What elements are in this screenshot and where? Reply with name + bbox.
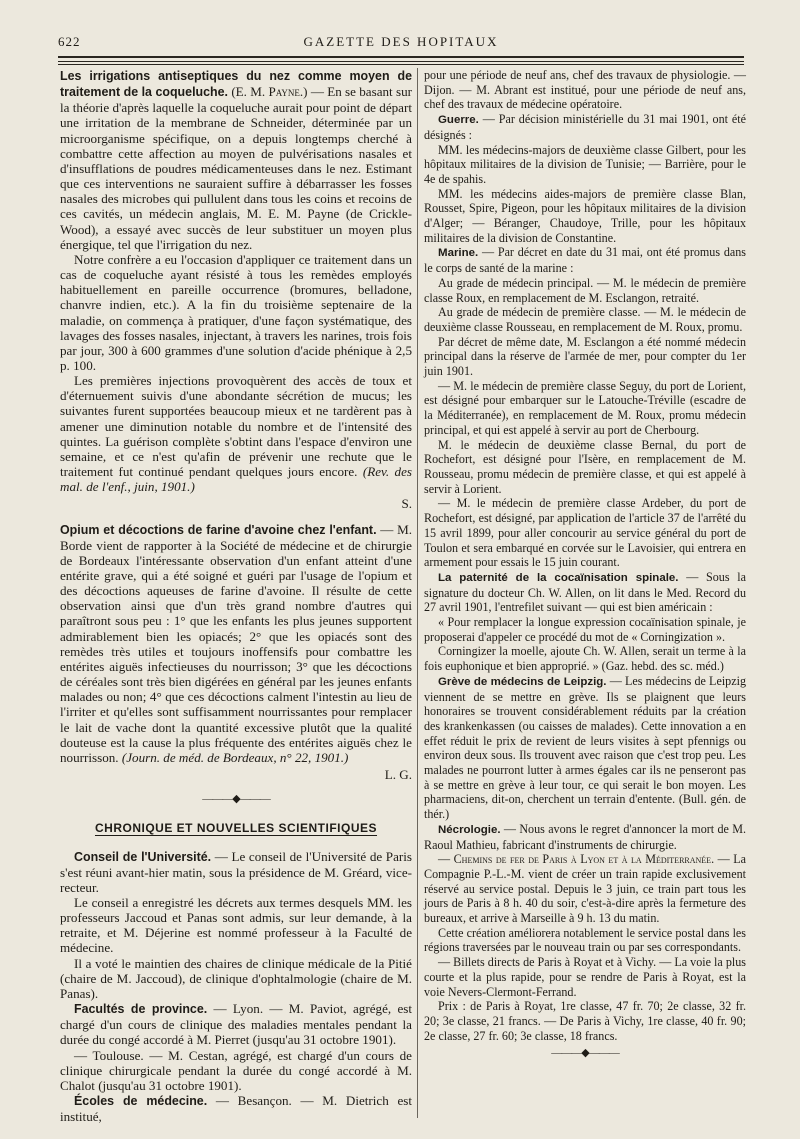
item-chemins (424, 852, 746, 926)
article-opium-lead (60, 522, 412, 766)
item-guerre (424, 112, 746, 142)
item-title: Grève de médecins de Leipzig. (438, 675, 607, 688)
article-text: — M. Borde vient de rapporter à la Société de médecine et de chirurgie de Bordeaux l'intéressante observation d'un enfant atteint d'une entérite grave, qui a été soigné et guéri par l'usage de l'opium et des décoctions aqueuses de farine d'avoine. Il résulte de cette observation ainsi que d'un très grand nombre d'autres qui paraîtront sous peu : 1° que les enfants les plus jeunes supportent admirablement bien les opiacés; 2° que les opiacés sont des remèdes très utiles et toujours inoffensifs pour combattre les entérites aiguës infectieuses du nourrisson; 3° que les décoctions de céréales sont très bien digérées en général par les jeunes enfants malades ou non; 4° que ces décoctions calment l'intestin au lieu de l'irriter et qu'elles sont suffisamment nourrissantes pour remplacer le lait de vache dont la quantité excessive plutôt que la qualité douteuse est la cause la plus fréquente des entérites aiguës chez le nourrisson. (60, 521, 412, 765)
paragraph: Corningizer la moelle, ajoute Ch. W. Allen, serait un terme à la fois euphonique et bien approprié. » (Gaz. hebd. des sc. méd.) (424, 644, 746, 674)
item-title: Guerre. (438, 114, 479, 127)
paragraph-continuation: pour une période de neuf ans, chef des travaux de physiologie. — Dijon. — M. Abrant est institué, pour une période de neuf ans, chef des travaux de médecine opératoire. (424, 68, 746, 112)
item-conseil (60, 849, 412, 895)
right-column (424, 68, 746, 1075)
paragraph: Au grade de médecin principal. — M. le médecin de première classe Roux, en remplacement de M. Esclangon, retraité. (424, 275, 746, 305)
paragraph: — Billets directs de Paris à Royat et à Vichy. — La voie la plus courte et la plus rapide, pour se rendre de Paris à Royat, est la voie Nevers-Clermont-Ferrand. (424, 955, 746, 999)
item-greve (424, 674, 746, 822)
header-double-rule (58, 56, 744, 62)
left-column (60, 68, 412, 1124)
item-title: La paternité de la cocaïnisation spinale. (438, 571, 679, 584)
paragraph: — M. le médecin de première classe Ardeber, du port de Rochefort, est désigné, par application de l'article 37 de l'arrêté du 15 avril 1899, pour aller concourir au service général du port de Toulon et sera embarqué en corvée sur le Lavoisier, qui entrera en armement pour essais le 15 juin courant. (424, 496, 746, 570)
item-facultes (60, 1001, 412, 1047)
header-rule (58, 64, 744, 65)
item-marine (424, 245, 746, 275)
paragraph: Il a voté le maintien des chaires de clinique médicale de la Pitié (chaire de M. Jaccoud), de clinique d'ophtalmologie (chaire de M. Panas). (60, 955, 412, 1001)
item-title: Nécrologie. (438, 823, 501, 836)
signature: L. G. (384, 767, 412, 783)
section-heading-chronique: CHRONIQUE ET NOUVELLES SCIENTIFIQUES (94, 821, 378, 836)
article-text: — En se basant sur la théorie d'après laquelle la coqueluche aurait pour point de départ une irritation de la membrane de Schneider, déterminée par un microorganisme spécifique, on a depuis longtemps cherché à combattre cette affection au moyen de pulvérisations nasales et d'insufflations de poudres médicamenteuses dans le nez. Estimant que ces interventions ne sauraient suffire à débarrasser les fosses nasales des microbes qui pullulent dans tous les coins et recoins de ces cavités, un médecin anglais, M. E. M. Payne (de Crickle-Wood), a essayé avec succès de leur substituer un moyen plus énergique, tel que l'irrigation du nez. (60, 84, 412, 252)
item-title: — Chemins de fer de Paris à Lyon et à la Méditerranée. (438, 852, 715, 867)
journal-title: GAZETTE DES HOPITAUX (303, 34, 499, 49)
paragraph: — Toulouse. — M. Cestan, agrégé, est chargé d'un cours de clinique chirurgicale pendant la durée du congé accordé à M. Chalot (jusqu'au 31 octobre 1901). (60, 1047, 412, 1093)
paragraph: Notre confrère a eu l'occasion d'appliquer ce traitement dans un cas de coqueluche ayant résisté à tous les remèdes employés habituellement en pareille occurrence (bromures, belladone, chanvre indien, etc.). A la fin du troisième septenaire de la maladie, on commença à pratiquer, d'une façon systématique, des lavages des fosses nasales, injectant, à travers les narines, trois fois par jour, 300 à 600 grammes d'une solution d'acide phénique à 2,5 p. 100. (60, 251, 412, 373)
paragraph: Le conseil a enregistré les décrets aux termes desquels MM. les professeurs Jaccoud et Panas sont admis, sur leur demande, à la retraite, et M. Déjerine est nommé professeur à la Faculté de médecine. (60, 894, 412, 956)
item-text: — Par décret en date du 31 mai, ont été promus dans le corps de santé de la marine : (424, 245, 746, 276)
item-text: — Sous la signature du docteur Ch. W. Allen, on lit dans le Med. Record du 27 avril 1901, l'entrefilet suivant — qui est bien américain : (424, 569, 746, 615)
paragraph (60, 373, 412, 494)
separator-ornament: ———◆——— (551, 1047, 619, 1060)
item-text: — Lyon. — M. Paviot, agrégé, est chargé d'un cours de clinique des maladies mentales pendant la durée du congé accordé à M. Pierret (jusqu'au 31 octobre 1901). (60, 1001, 412, 1048)
paragraph: Par décret de même date, M. Esclangon a été nommé médecin principal dans la réserve de l'armée de mer, pour compter du 1er juin 1901. (424, 334, 746, 379)
item-title: Marine. (438, 247, 479, 260)
item-title: Facultés de province. (74, 1002, 208, 1017)
column-divider (417, 68, 418, 1118)
article-irrigations-lead (60, 68, 412, 252)
item-ecoles (60, 1093, 412, 1124)
item-text: — Le conseil de l'Université de Paris s'est réuni avant-hier matin, sous la présidence de M. Gréard, vice-recteur. (60, 848, 412, 895)
reference: (Rev. des mal. de l'enf., juin, 1901.) (60, 464, 412, 495)
item-title: Écoles de médecine. (74, 1094, 208, 1108)
item-text: — Besançon. — M. Dietrich est institué, (60, 1093, 413, 1125)
separator-ornament: ———◆——— (202, 793, 270, 806)
page-number: 622 (58, 34, 81, 49)
paragraph: Prix : de Paris à Royat, 1re classe, 47 fr. 70; 2e classe, 32 fr. 20; 3e classe, 21 francs. — De Paris à Vichy, 1re classe, 40 fr. 90; 2e classe, 27 fr. 60; 3e classe, 18 francs. (424, 999, 746, 1043)
article-author: (E. M. Payne.) (231, 84, 308, 100)
paragraph: M. le médecin de deuxième classe Bernal, du port de Rochefort, est désigné pour l'Isère, en remplacement de M. Rousseau, promu médecin de première classe, et qui est appelé à servir à Lorient. (424, 437, 746, 496)
article-title: Les irrigations antiseptiques du nez comme moyen de traitement de la coqueluche. (60, 69, 412, 100)
article-title: Opium et décoctions de farine d'avoine chez l'enfant. (60, 522, 377, 537)
paragraph-text: Les premières injections provoquèrent des accès de toux et d'éternuement suivis d'une abondante sécrétion de mucus; les suivantes furent supportées beaucoup mieux et ne tardèrent pas à amener une diminution notable du nombre et de l'intensité des quintes. La guérison complète s'obtint dans l'espace d'environ une semaine, et ce n'est qu'afin de prévenir une rechute que le traitement fut continué pendant quelques jours encore. (60, 373, 412, 480)
page-header (58, 30, 744, 54)
paragraph: MM. les médecins-majors de deuxième classe Gilbert, pour les hôpitaux militaires de la division de Tunisie; — Barrière, pour le 4e de spahis. (424, 142, 746, 186)
item-title: Conseil de l'Université. (74, 849, 212, 864)
paragraph: — M. le médecin de première classe Seguy, du port de Lorient, est désigné pour embarquer sur le Latouche-Tréville (escadre de la Méditerranée), en remplacement de M. Roux, promu médecin principal, et qui est appelé à servir au port de Cherbourg. (424, 378, 746, 437)
paragraph: Au grade de médecin de première classe. — M. le médecin de deuxième classe Rousseau, en remplacement de M. Roux, promu. (424, 305, 746, 334)
signature: S. (401, 496, 412, 512)
paragraph: MM. les médecins aides-majors de première classe Blan, Rousset, Spire, Pigeon, pour les hôpitaux militaires de la division d'Alger; — Béranger, Chaudoye, Trille, pour les hôpitaux militaires de la division de Constantine. (424, 186, 746, 245)
item-text: — Les médecins de Leipzig viennent de se mettre en grève. Ils se plaignent que leurs honoraires se trouvent considérablement réduits par la création des krankenkassen (ou caisses de malades). Cette innovation a en effet réduit le prix de revient de leurs visites à sept pfennigs ou environ deux sous. Ils trouvent avec raison que c'est trop peu. Les malades ne pourront lutter à armes égales car ils ne penseront pas à se mettre en grève à leur tour, ce qui serait le bon moyen. Les pharmaciens, dit-on, cherchent un terrain d'entente. (Bull. gén. de thér.) (424, 673, 746, 822)
paragraph: « Pour remplacer la longue expression cocaïnisation spinale, je proposerai d'appeler ce procédé du mot de « Corningization ». (424, 615, 746, 644)
reference: (Journ. de méd. de Bordeaux, n° 22, 1901.) (121, 749, 349, 765)
paragraph: Cette création améliorera notablement le service postal dans les régions traversées par le nouveau train ou par ses correspondants. (424, 925, 746, 955)
item-text: — Par décision ministérielle du 31 mai 1901, ont été désignés : (424, 112, 747, 142)
item-necrologie (424, 822, 746, 852)
item-paternite (424, 570, 746, 615)
item-text: — La Compagnie P.-L.-M. vient de créer un train rapide exclusivement réservé au service postal. Depuis le 3 juin, ce train part tous les jours de Paris à 8 h. 40 du soir, c'est-à-dire après la fermeture des bureaux, et arrive à Marseille à 9 h. 13 du matin. (424, 852, 746, 926)
item-text: — Nous avons le regret d'annoncer la mort de M. Raoul Mathieu, fabricant d'instruments de chirurgie. (424, 821, 746, 852)
